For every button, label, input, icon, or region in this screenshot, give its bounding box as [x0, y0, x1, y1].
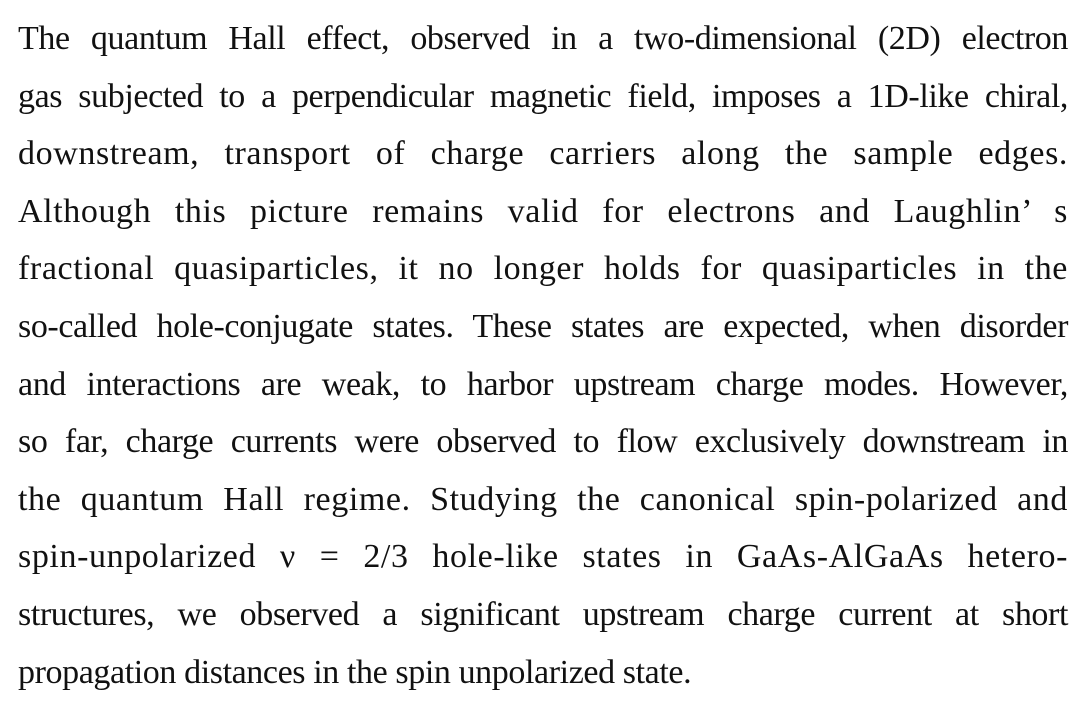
text-line: and interactions are weak, to harbor upstream charge modes. However, — [18, 365, 1068, 403]
text-line: structures, we observed a significant upstream charge current at short — [18, 595, 1068, 633]
text-line: The quantum Hall effect, observed in a two-dimensional (2D) electron — [18, 20, 1068, 57]
text-line: Although this picture remains valid for electrons and Laughlin’ s — [18, 192, 1068, 230]
text-line: the quantum Hall regime. Studying the canonical spin-polarized and — [18, 480, 1068, 518]
text-line: propagation distances in the spin unpolarized state. — [18, 653, 692, 691]
text-line: downstream, transport of charge carriers along the sample edges. — [18, 135, 1068, 173]
text-line: so far, charge currents were observed to flow exclusively downstream in — [18, 423, 1068, 461]
text-line: fractional quasiparticles, it no longer holds for quasiparticles in the — [18, 250, 1068, 288]
abstract-paragraph — [18, 10, 1068, 701]
text-line: spin-unpolarized ν = 2/3 hole-like states in GaAs-AlGaAs hetero- — [18, 538, 1068, 576]
text-line: gas subjected to a perpendicular magnetic field, imposes a 1D-like chiral, — [18, 77, 1068, 115]
text-line: so-called hole-conjugate states. These states are expected, when disorder — [18, 307, 1068, 345]
